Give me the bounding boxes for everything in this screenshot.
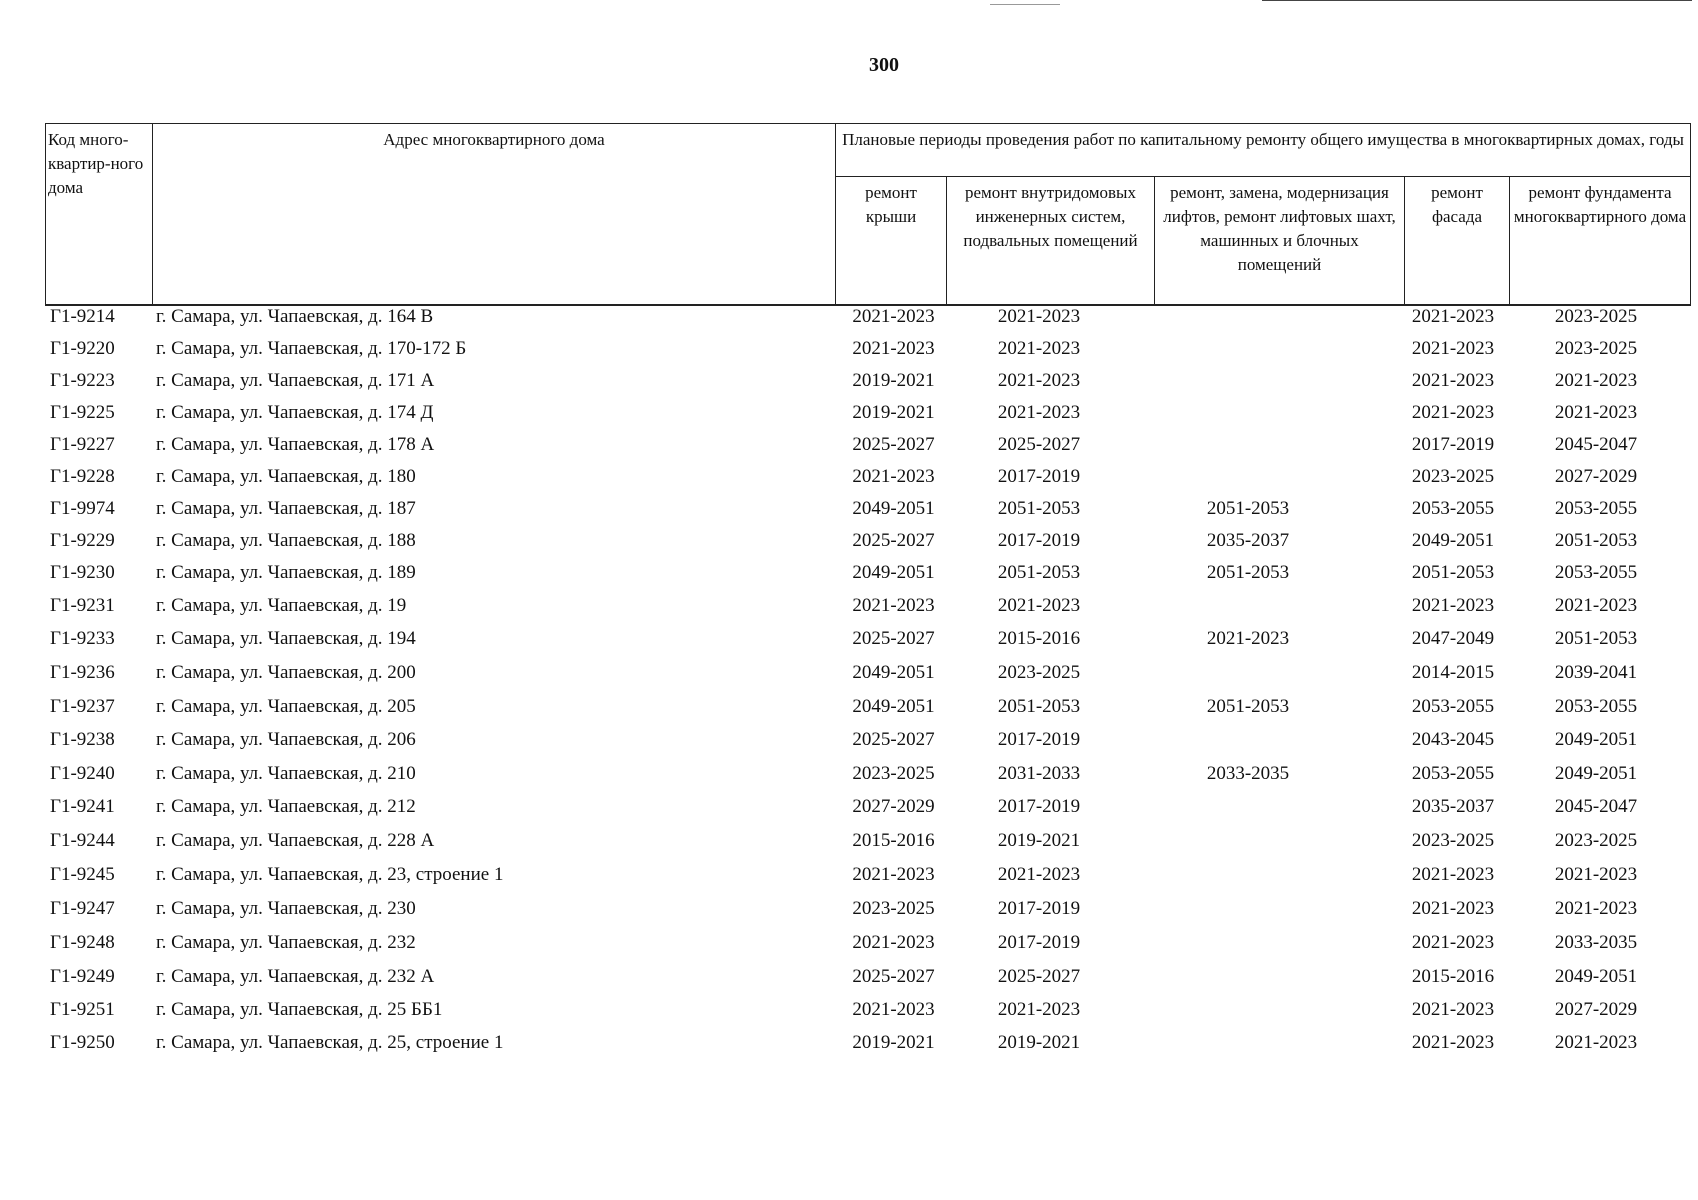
- row-foundation: 2027-2029: [1554, 466, 1638, 487]
- row-roof: 2049-2051: [852, 696, 935, 717]
- row-roof: 2021-2023: [852, 864, 935, 885]
- row-engineering: 2017-2019: [997, 530, 1081, 551]
- row-roof: 2019-2021: [852, 1032, 935, 1053]
- row-address: г. Самара, ул. Чапаевская, д. 25, строение 1: [156, 1032, 504, 1053]
- row-facade: 2021-2023: [1411, 338, 1495, 359]
- row-address: г. Самара, ул. Чапаевская, д. 212: [156, 796, 416, 817]
- row-facade: 2021-2023: [1411, 898, 1495, 919]
- row-facade: 2035-2037: [1411, 796, 1495, 817]
- table-row: [45, 696, 1690, 724]
- row-address: г. Самара, ул. Чапаевская, д. 194: [156, 628, 416, 649]
- table-row: [45, 434, 1690, 462]
- table-row: [45, 830, 1690, 858]
- row-roof: 2025-2027: [852, 530, 935, 551]
- row-roof: 2049-2051: [852, 562, 935, 583]
- row-facade: 2051-2053: [1411, 562, 1495, 583]
- table-row: [45, 628, 1690, 656]
- scan-artifact-line: [1262, 0, 1692, 1]
- table-row: [45, 498, 1690, 526]
- row-address: г. Самара, ул. Чапаевская, д. 205: [156, 696, 416, 717]
- row-engineering: 2021-2023: [997, 306, 1081, 327]
- row-engineering: 2021-2023: [997, 864, 1081, 885]
- table-row: [45, 338, 1690, 366]
- row-engineering: 2051-2053: [997, 696, 1081, 717]
- row-code: Г1-9245: [50, 864, 115, 885]
- row-address: г. Самара, ул. Чапаевская, д. 174 Д: [156, 402, 434, 423]
- row-engineering: 2025-2027: [997, 966, 1081, 987]
- row-lift: 2051-2053: [1206, 498, 1290, 519]
- row-facade: 2053-2055: [1411, 696, 1495, 717]
- row-code: Г1-9251: [50, 999, 115, 1020]
- scan-artifact-line: [990, 4, 1060, 5]
- table-row: [45, 306, 1690, 334]
- row-engineering: 2021-2023: [997, 999, 1081, 1020]
- row-roof: 2023-2025: [852, 763, 935, 784]
- table-row: [45, 763, 1690, 791]
- row-engineering: 2051-2053: [997, 498, 1081, 519]
- row-code: Г1-9244: [50, 830, 115, 851]
- row-engineering: 2017-2019: [997, 932, 1081, 953]
- row-address: г. Самара, ул. Чапаевская, д. 164 В: [156, 306, 434, 327]
- header-lift: ремонт, замена, модернизация лифтов, ремонт лифтовых шахт, машинных и блочных помещений: [1155, 177, 1405, 306]
- row-roof: 2015-2016: [852, 830, 935, 851]
- table-row: [45, 966, 1690, 994]
- row-engineering: 2023-2025: [997, 662, 1081, 683]
- row-engineering: 2021-2023: [997, 338, 1081, 359]
- table-row: [45, 1032, 1690, 1060]
- row-facade: 2047-2049: [1411, 628, 1495, 649]
- row-address: г. Самара, ул. Чапаевская, д. 187: [156, 498, 416, 519]
- row-roof: 2025-2027: [852, 628, 935, 649]
- row-engineering: 2019-2021: [997, 1032, 1081, 1053]
- row-foundation: 2039-2041: [1554, 662, 1638, 683]
- row-foundation: 2033-2035: [1554, 932, 1638, 953]
- row-engineering: 2021-2023: [997, 402, 1081, 423]
- header-address: Адрес многоквартирного дома: [153, 124, 836, 306]
- row-roof: 2021-2023: [852, 466, 935, 487]
- row-address: г. Самара, ул. Чапаевская, д. 23, строение 1: [156, 864, 504, 885]
- row-foundation: 2051-2053: [1554, 530, 1638, 551]
- row-foundation: 2053-2055: [1554, 562, 1638, 583]
- row-facade: 2021-2023: [1411, 1032, 1495, 1053]
- row-address: г. Самара, ул. Чапаевская, д. 206: [156, 729, 416, 750]
- row-foundation: 2023-2025: [1554, 830, 1638, 851]
- row-code: Г1-9231: [50, 595, 115, 616]
- header-engineering: ремонт внутридомовых инженерных систем, подвальных помещений: [947, 177, 1155, 306]
- row-facade: 2014-2015: [1411, 662, 1495, 683]
- row-code: Г1-9229: [50, 530, 115, 551]
- row-roof: 2023-2025: [852, 898, 935, 919]
- table-row: [45, 370, 1690, 398]
- row-facade: 2053-2055: [1411, 763, 1495, 784]
- row-engineering: 2019-2021: [997, 830, 1081, 851]
- row-facade: 2021-2023: [1411, 932, 1495, 953]
- row-roof: 2049-2051: [852, 498, 935, 519]
- row-foundation: 2049-2051: [1554, 763, 1638, 784]
- row-code: Г1-9250: [50, 1032, 115, 1053]
- row-foundation: 2045-2047: [1554, 796, 1638, 817]
- row-code: Г1-9230: [50, 562, 115, 583]
- row-roof: 2025-2027: [852, 729, 935, 750]
- row-address: г. Самара, ул. Чапаевская, д. 210: [156, 763, 416, 784]
- table-row: [45, 595, 1690, 623]
- row-address: г. Самара, ул. Чапаевская, д. 19: [156, 595, 407, 616]
- row-lift: 2051-2053: [1206, 562, 1290, 583]
- row-engineering: 2015-2016: [997, 628, 1081, 649]
- row-facade: 2021-2023: [1411, 864, 1495, 885]
- row-engineering: 2031-2033: [997, 763, 1081, 784]
- row-roof: 2027-2029: [852, 796, 935, 817]
- row-address: г. Самара, ул. Чапаевская, д. 188: [156, 530, 416, 551]
- row-facade: 2049-2051: [1411, 530, 1495, 551]
- row-code: Г1-9223: [50, 370, 115, 391]
- row-address: г. Самара, ул. Чапаевская, д. 25 ББ1: [156, 999, 443, 1020]
- row-foundation: 2051-2053: [1554, 628, 1638, 649]
- row-foundation: 2021-2023: [1554, 898, 1638, 919]
- table-row: [45, 898, 1690, 926]
- table-row: [45, 796, 1690, 824]
- row-code: Г1-9240: [50, 763, 115, 784]
- row-code: Г1-9214: [50, 306, 115, 327]
- row-code: Г1-9248: [50, 932, 115, 953]
- row-roof: 2021-2023: [852, 999, 935, 1020]
- row-foundation: 2049-2051: [1554, 966, 1638, 987]
- row-facade: 2023-2025: [1411, 830, 1495, 851]
- table-row: [45, 530, 1690, 558]
- row-code: Г1-9247: [50, 898, 115, 919]
- header-foundation: ремонт фундамента многоквартирного дома: [1510, 177, 1691, 306]
- table-row: [45, 402, 1690, 430]
- row-lift: 2033-2035: [1206, 763, 1290, 784]
- row-foundation: 2021-2023: [1554, 402, 1638, 423]
- row-facade: 2021-2023: [1411, 595, 1495, 616]
- row-code: Г1-9241: [50, 796, 115, 817]
- row-foundation: 2021-2023: [1554, 595, 1638, 616]
- row-roof: 2049-2051: [852, 662, 935, 683]
- row-roof: 2021-2023: [852, 306, 935, 327]
- row-facade: 2021-2023: [1411, 370, 1495, 391]
- row-code: Г1-9249: [50, 966, 115, 987]
- row-engineering: 2017-2019: [997, 466, 1081, 487]
- header-roof: ремонт крыши: [836, 177, 947, 306]
- table-row: [45, 662, 1690, 690]
- header-code: Код много-квартир-ного дома: [46, 124, 153, 306]
- row-foundation: 2021-2023: [1554, 864, 1638, 885]
- row-address: г. Самара, ул. Чапаевская, д. 230: [156, 898, 416, 919]
- row-facade: 2021-2023: [1411, 999, 1495, 1020]
- row-facade: 2021-2023: [1411, 306, 1495, 327]
- row-foundation: 2021-2023: [1554, 1032, 1638, 1053]
- row-foundation: 2045-2047: [1554, 434, 1638, 455]
- row-engineering: 2051-2053: [997, 562, 1081, 583]
- row-engineering: 2021-2023: [997, 595, 1081, 616]
- row-facade: 2043-2045: [1411, 729, 1495, 750]
- row-code: Г1-9974: [50, 498, 115, 519]
- row-code: Г1-9237: [50, 696, 115, 717]
- row-code: Г1-9233: [50, 628, 115, 649]
- table-row: [45, 466, 1690, 494]
- page-number: 300: [869, 54, 899, 76]
- row-foundation: 2023-2025: [1554, 306, 1638, 327]
- row-address: г. Самара, ул. Чапаевская, д. 232: [156, 932, 416, 953]
- row-roof: 2021-2023: [852, 595, 935, 616]
- header-facade: ремонт фасада: [1405, 177, 1510, 306]
- row-facade: 2017-2019: [1411, 434, 1495, 455]
- row-foundation: 2053-2055: [1554, 696, 1638, 717]
- row-facade: 2015-2016: [1411, 966, 1495, 987]
- row-facade: 2021-2023: [1411, 402, 1495, 423]
- row-roof: 2019-2021: [852, 370, 935, 391]
- row-code: Г1-9238: [50, 729, 115, 750]
- table-row: [45, 729, 1690, 757]
- row-address: г. Самара, ул. Чапаевская, д. 232 А: [156, 966, 435, 987]
- row-foundation: 2027-2029: [1554, 999, 1638, 1020]
- table-row: [45, 999, 1690, 1027]
- table-row: [45, 932, 1690, 960]
- row-roof: 2021-2023: [852, 932, 935, 953]
- row-address: г. Самара, ул. Чапаевская, д. 228 А: [156, 830, 435, 851]
- row-address: г. Самара, ул. Чапаевская, д. 171 А: [156, 370, 435, 391]
- table-row: [45, 864, 1690, 892]
- row-engineering: 2021-2023: [997, 370, 1081, 391]
- row-foundation: 2021-2023: [1554, 370, 1638, 391]
- row-code: Г1-9225: [50, 402, 115, 423]
- row-address: г. Самара, ул. Чапаевская, д. 178 А: [156, 434, 435, 455]
- row-foundation: 2053-2055: [1554, 498, 1638, 519]
- row-foundation: 2023-2025: [1554, 338, 1638, 359]
- row-lift: 2021-2023: [1206, 628, 1290, 649]
- table-header: [45, 123, 1691, 306]
- row-code: Г1-9220: [50, 338, 115, 359]
- row-engineering: 2017-2019: [997, 729, 1081, 750]
- row-lift: 2035-2037: [1206, 530, 1290, 551]
- row-engineering: 2025-2027: [997, 434, 1081, 455]
- row-address: г. Самара, ул. Чапаевская, д. 180: [156, 466, 416, 487]
- row-facade: 2023-2025: [1411, 466, 1495, 487]
- row-foundation: 2049-2051: [1554, 729, 1638, 750]
- header-periods: Плановые периоды проведения работ по капитальному ремонту общего имущества в многоквартирных домах, годы: [836, 124, 1691, 177]
- row-address: г. Самара, ул. Чапаевская, д. 189: [156, 562, 416, 583]
- row-code: Г1-9228: [50, 466, 115, 487]
- table-row: [45, 562, 1690, 590]
- row-roof: 2025-2027: [852, 434, 935, 455]
- row-roof: 2019-2021: [852, 402, 935, 423]
- row-facade: 2053-2055: [1411, 498, 1495, 519]
- row-roof: 2021-2023: [852, 338, 935, 359]
- row-lift: 2051-2053: [1206, 696, 1290, 717]
- row-engineering: 2017-2019: [997, 796, 1081, 817]
- row-address: г. Самара, ул. Чапаевская, д. 170-172 Б: [156, 338, 467, 359]
- row-address: г. Самара, ул. Чапаевская, д. 200: [156, 662, 416, 683]
- row-engineering: 2017-2019: [997, 898, 1081, 919]
- row-code: Г1-9227: [50, 434, 115, 455]
- row-code: Г1-9236: [50, 662, 115, 683]
- row-roof: 2025-2027: [852, 966, 935, 987]
